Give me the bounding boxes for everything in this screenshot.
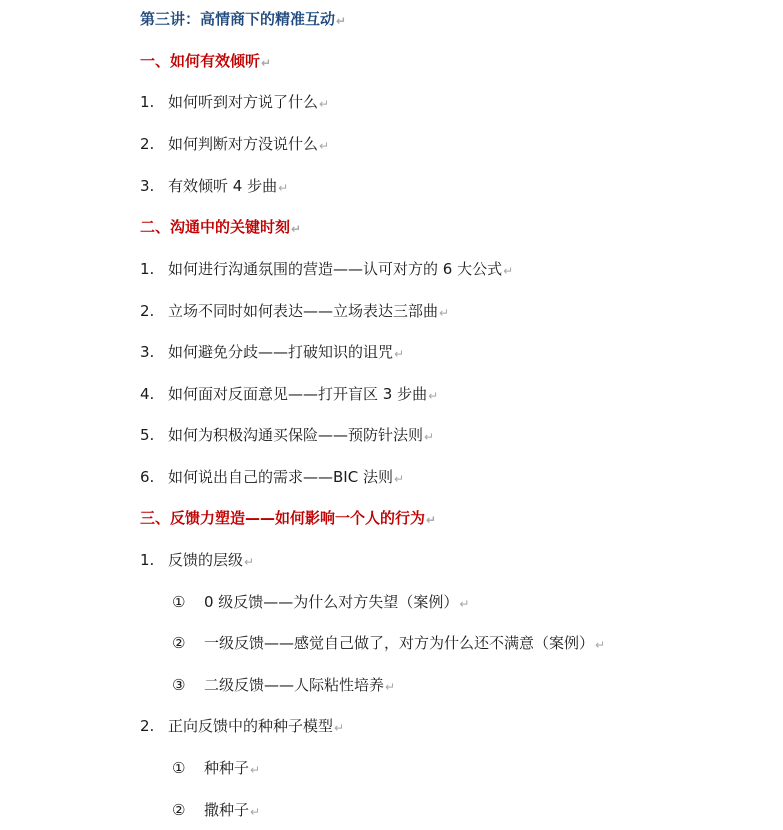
sub-list-item-number: ① bbox=[172, 759, 186, 777]
list-item bbox=[0, 132, 783, 156]
paragraph-mark-icon: ↵ bbox=[291, 222, 302, 236]
paragraph-mark-icon: ↵ bbox=[250, 763, 261, 777]
list-item-number: 5. bbox=[140, 426, 155, 444]
list-item-text: 如何说出自己的需求——BIC 法则↵ bbox=[168, 468, 405, 486]
sub-list-item-number: ① bbox=[172, 593, 186, 611]
list-item bbox=[0, 90, 783, 114]
paragraph-mark-icon: ↵ bbox=[278, 181, 289, 195]
list-item bbox=[0, 340, 783, 364]
list-item bbox=[0, 423, 783, 447]
section-heading-text: 三、反馈力塑造——如何影响一个人的行为 bbox=[140, 509, 426, 527]
sub-list-item bbox=[0, 756, 783, 780]
list-item-text: 如何避免分歧——打破知识的诅咒↵ bbox=[168, 343, 405, 361]
paragraph-mark-icon: ↵ bbox=[393, 472, 405, 486]
list-item-text: 如何听到对方说了什么↵ bbox=[168, 93, 330, 111]
sub-list-item-number: ③ bbox=[172, 676, 186, 694]
lecture-title-text: 第三讲：高情商下的精准互动 bbox=[140, 10, 336, 28]
list-item bbox=[0, 714, 783, 738]
list-item bbox=[0, 465, 783, 489]
paragraph-mark-icon: ↵ bbox=[439, 306, 450, 320]
list-item-number: 2. bbox=[140, 135, 155, 153]
list-item-text: 反馈的层级↵ bbox=[168, 551, 255, 569]
list-item-number: 2. bbox=[140, 302, 155, 320]
paragraph-mark-icon: ↵ bbox=[261, 56, 272, 70]
paragraph-mark-icon: ↵ bbox=[595, 638, 606, 652]
paragraph-mark-icon: ↵ bbox=[503, 264, 514, 278]
paragraph-mark-icon: ↵ bbox=[336, 14, 347, 28]
paragraph-mark-icon: ↵ bbox=[334, 721, 345, 735]
lecture-title bbox=[140, 7, 346, 31]
paragraph-mark-icon: ↵ bbox=[319, 97, 330, 111]
sub-list-item-text: 撒种子↵ bbox=[204, 801, 261, 819]
section-heading-text: 二、沟通中的关键时刻 bbox=[140, 218, 291, 236]
sub-list-item-number: ② bbox=[172, 634, 186, 652]
list-item bbox=[0, 299, 783, 323]
sub-list-item-text: 0 级反馈——为什么对方失望（案例）↵ bbox=[204, 593, 470, 611]
paragraph-mark-icon: ↵ bbox=[459, 597, 470, 611]
sub-list-item bbox=[0, 590, 783, 614]
sub-list-item-text: 种种子↵ bbox=[204, 759, 261, 777]
section-heading-text: 一、如何有效倾听 bbox=[140, 52, 261, 70]
list-item-number: 1. bbox=[140, 551, 155, 569]
list-item-number: 6. bbox=[140, 468, 155, 486]
list-item bbox=[0, 548, 783, 572]
list-item bbox=[0, 382, 783, 406]
list-item-text: 正向反馈中的种种子模型↵ bbox=[168, 717, 345, 735]
list-item-text: 如何面对反面意见——打开盲区 3 步曲↵ bbox=[168, 385, 439, 403]
sub-list-item-text: 一级反馈——感觉自己做了，对方为什么还不满意（案例）↵ bbox=[204, 634, 606, 652]
list-item-text: 立场不同时如何表达——立场表达三部曲↵ bbox=[168, 302, 450, 320]
paragraph-mark-icon: ↵ bbox=[424, 430, 435, 444]
sub-list-item bbox=[0, 673, 783, 697]
list-item-number: 3. bbox=[140, 177, 155, 195]
list-item-number: 1. bbox=[140, 260, 155, 278]
paragraph-mark-icon: ↵ bbox=[244, 555, 255, 569]
sub-list-item-text: 二级反馈——人际粘性培养↵ bbox=[204, 676, 396, 694]
section-heading-1 bbox=[140, 49, 271, 73]
paragraph-mark-icon: ↵ bbox=[428, 389, 439, 403]
sub-list-item bbox=[0, 798, 783, 822]
paragraph-mark-icon: ↵ bbox=[394, 347, 405, 361]
paragraph-mark-icon: ↵ bbox=[385, 680, 396, 694]
paragraph-mark-icon: ↵ bbox=[319, 139, 330, 153]
list-item-number: 1. bbox=[140, 93, 155, 111]
sub-list-item-number: ② bbox=[172, 801, 186, 819]
list-item-number: 4. bbox=[140, 385, 155, 403]
list-item-text: 如何判断对方没说什么↵ bbox=[168, 135, 330, 153]
list-item-text: 如何进行沟通氛围的营造——认可对方的 6 大公式↵ bbox=[168, 260, 514, 278]
paragraph-mark-icon: ↵ bbox=[250, 805, 261, 819]
list-item-text: 如何为积极沟通买保险——预防针法则↵ bbox=[168, 426, 435, 444]
section-heading-2 bbox=[140, 215, 301, 239]
list-item bbox=[0, 174, 783, 198]
list-item bbox=[0, 257, 783, 281]
section-heading-3 bbox=[140, 506, 436, 530]
list-item-number: 2. bbox=[140, 717, 155, 735]
list-item-number: 3. bbox=[140, 343, 155, 361]
paragraph-mark-icon: ↵ bbox=[426, 513, 437, 527]
sub-list-item bbox=[0, 631, 783, 655]
list-item-text: 有效倾听 4 步曲↵ bbox=[168, 177, 289, 195]
